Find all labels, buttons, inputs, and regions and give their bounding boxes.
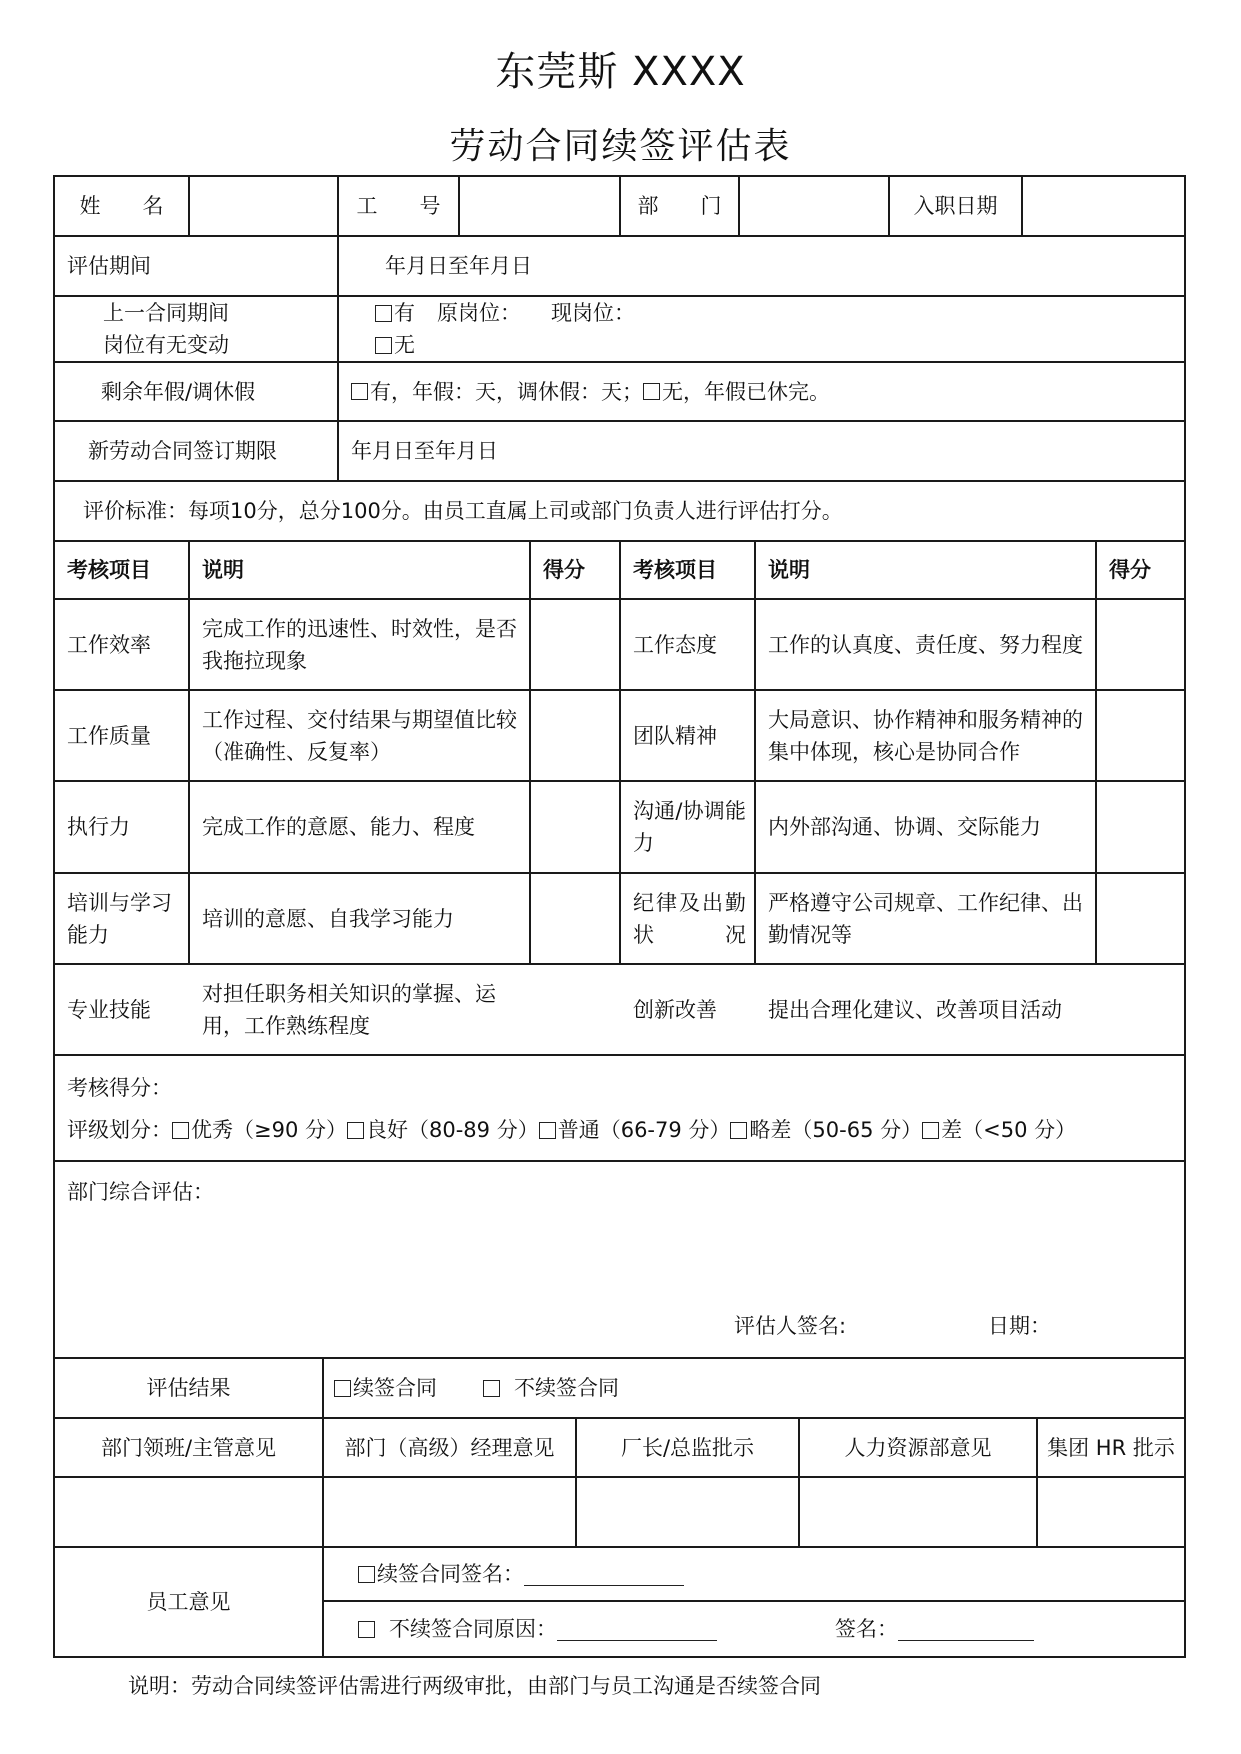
approval-header-director: 厂长/总监批示 [620, 1435, 755, 1460]
change-yes-label: 有 [394, 301, 415, 325]
eval-desc-communication: 内外部沟通、协调、交际能力 [768, 815, 1041, 839]
grade-poor-checkbox[interactable] [922, 1122, 939, 1139]
eval-desc-execution: 完成工作的意愿、能力、程度 [202, 815, 475, 839]
eval-item-team-spirit: 团队精神 [633, 723, 717, 748]
employee-no-renew-checkbox[interactable] [358, 1621, 375, 1638]
eval-item-learning: 培训与学习能力 [67, 890, 172, 947]
change-no-checkbox[interactable] [375, 337, 392, 354]
change-no-label: 无 [394, 333, 415, 357]
hire-date-field[interactable] [1023, 177, 1184, 235]
department-label: 部 门 [637, 194, 722, 218]
grade-poor-label: 差（<50 分） [941, 1118, 1077, 1142]
eval-score-work-quality[interactable] [531, 691, 619, 780]
grade-average-checkbox[interactable] [539, 1122, 556, 1139]
eval-item-work-efficiency: 工作效率 [67, 632, 151, 657]
employee-opinion-label: 员工意见 [146, 1590, 231, 1614]
department-field[interactable] [740, 177, 888, 235]
eval-desc-discipline: 严格遵守公司规章、工作纪律、出勤情况等 [768, 890, 1083, 947]
employee-no-renew-reason-line[interactable] [557, 1618, 717, 1641]
department-evaluation-label: 部门综合评估： [67, 1180, 214, 1204]
eval-desc-work-efficiency: 完成工作的迅速性、时效性，是否我拖拉现象 [202, 616, 517, 673]
leave-no-text: 无，年假已休完。 [662, 379, 830, 404]
header-desc-left: 说明 [202, 558, 244, 582]
evaluation-period-label: 评估期间 [67, 254, 151, 278]
leave-no-checkbox[interactable] [643, 383, 660, 400]
leave-yes-checkbox[interactable] [351, 383, 368, 400]
evaluation-result-label: 评估结果 [146, 1376, 231, 1400]
eval-score-innovation[interactable] [1097, 965, 1184, 1054]
position-change-label-line2: 岗位有无变动 [103, 333, 229, 357]
current-post-label: 现岗位： [551, 301, 635, 325]
eval-score-team-spirit[interactable] [1097, 691, 1184, 780]
employee-signature-line[interactable] [898, 1618, 1034, 1641]
approval-director-field[interactable] [577, 1478, 798, 1546]
eval-score-learning[interactable] [531, 874, 619, 963]
name-field[interactable] [190, 177, 337, 235]
header-item-left: 考核项目 [67, 558, 151, 582]
grade-excellent-checkbox[interactable] [172, 1122, 189, 1139]
form-title: 劳动合同续签评估表 [449, 126, 792, 167]
employee-renew-signature-line[interactable] [524, 1563, 684, 1586]
header-score-right: 得分 [1109, 558, 1151, 582]
position-change-options [339, 297, 1184, 361]
evaluator-signature-label: 评估人签名: [734, 1314, 847, 1338]
approval-group-hr-field[interactable] [1038, 1478, 1184, 1546]
position-change-label [55, 297, 337, 361]
eval-item-professional-skill: 专业技能 [67, 997, 151, 1022]
position-change-no-row [375, 329, 415, 361]
employee-no-renew-reason-label: 不续签合同原因： [389, 1617, 557, 1641]
eval-desc-innovation: 提出合理化建议、改善项目活动 [768, 997, 1062, 1022]
eval-desc-team-spirit: 大局意识、协作精神和服务精神的集中体现，核心是协同合作 [768, 707, 1083, 764]
evaluation-criteria: 评价标准：每项10分，总分100分。由员工直属上司或部门负责人进行评估打分。 [83, 499, 843, 523]
grade-label: 评级划分： [67, 1118, 172, 1142]
approval-header-group-hr: 集团 HR 批示 [1047, 1435, 1175, 1460]
grade-good-checkbox[interactable] [347, 1122, 364, 1139]
eval-desc-work-attitude: 工作的认真度、责任度、努力程度 [768, 632, 1083, 657]
employee-renew-row [324, 1548, 1184, 1600]
eval-score-discipline[interactable] [1097, 874, 1184, 963]
eval-score-work-efficiency[interactable] [531, 600, 619, 689]
leave-yes-text: 有，年假：天，调休假：天； [370, 379, 643, 404]
change-yes-checkbox[interactable] [375, 305, 392, 322]
remaining-leave-label: 剩余年假/调休假 [101, 379, 256, 404]
eval-item-execution: 执行力 [67, 815, 130, 839]
position-change-yes-row [375, 297, 635, 329]
eval-score-work-attitude[interactable] [1097, 600, 1184, 689]
header-desc-right: 说明 [768, 558, 810, 582]
eval-score-execution[interactable] [531, 782, 619, 872]
approval-manager-field[interactable] [324, 1478, 575, 1546]
grade-below-label: 略差（50-65 分） [749, 1118, 923, 1142]
eval-item-discipline: 纪律及出勤状况 [633, 890, 746, 947]
eval-desc-professional-skill: 对担任职务相关知识的掌握、运用，工作熟练程度 [202, 981, 496, 1038]
eval-item-innovation: 创新改善 [633, 997, 717, 1022]
total-score-label: 考核得分： [67, 1076, 172, 1100]
approval-hr-field[interactable] [800, 1478, 1036, 1546]
grade-good-label: 良好（80-89 分） [366, 1118, 539, 1142]
result-renew-checkbox[interactable] [334, 1380, 351, 1397]
approval-supervisor-field[interactable] [55, 1478, 322, 1546]
name-label: 姓 名 [79, 194, 164, 218]
employee-signature-label: 签名： [835, 1617, 898, 1641]
department-evaluation-field[interactable] [190, 1200, 1170, 1300]
hire-date-label: 入职日期 [913, 194, 998, 218]
contract-term-label: 新劳动合同签订期限 [88, 439, 277, 463]
employee-id-field[interactable] [460, 177, 619, 235]
grade-excellent-label: 优秀（≥90 分） [191, 1118, 347, 1142]
approval-header-manager: 部门（高级）经理意见 [344, 1435, 555, 1460]
grade-options [67, 1114, 1076, 1146]
result-no-renew-checkbox[interactable] [483, 1380, 500, 1397]
employee-id-label: 工 号 [356, 194, 441, 218]
eval-item-communication: 沟通/协调能力 [633, 799, 746, 855]
grade-average-label: 普通（66-79 分） [557, 1118, 731, 1142]
eval-score-communication[interactable] [1097, 782, 1184, 872]
header-item-right: 考核项目 [633, 558, 717, 582]
approval-header-hr: 人力资源部意见 [844, 1435, 992, 1460]
eval-item-work-quality: 工作质量 [67, 723, 151, 748]
eval-desc-work-quality: 工作过程、交付结果与期望值比较（准确性、反复率） [202, 707, 517, 764]
footnote: 说明：劳动合同续签评估需进行两级审批，由部门与员工沟通是否续签合同 [128, 1674, 821, 1698]
employee-no-renew-row [324, 1602, 1184, 1656]
company-name: 东莞斯 XXXX [495, 49, 746, 95]
header-score-left: 得分 [543, 558, 585, 582]
eval-desc-learning: 培训的意愿、自我学习能力 [202, 906, 454, 931]
result-renew-label: 续签合同 [353, 1376, 437, 1400]
employee-renew-sign-label: 续签合同签名： [377, 1562, 524, 1586]
evaluation-period-value[interactable]: 年月日至年月日 [385, 254, 532, 278]
eval-score-professional-skill[interactable] [531, 965, 619, 1054]
grade-below-checkbox[interactable] [730, 1122, 747, 1139]
approval-header-supervisor: 部门领班/主管意见 [100, 1435, 277, 1460]
evaluation-result-options [324, 1359, 1184, 1417]
evaluation-date-label: 日期： [988, 1314, 1051, 1338]
contract-term-value[interactable]: 年月日至年月日 [351, 439, 498, 463]
eval-item-work-attitude: 工作态度 [633, 632, 717, 657]
remaining-leave-options [339, 363, 1184, 420]
original-post-label: 原岗位： [437, 301, 521, 325]
position-change-label-line1: 上一合同期间 [103, 301, 229, 325]
result-no-renew-label: 不续签合同 [514, 1376, 619, 1400]
employee-renew-checkbox[interactable] [358, 1566, 375, 1583]
